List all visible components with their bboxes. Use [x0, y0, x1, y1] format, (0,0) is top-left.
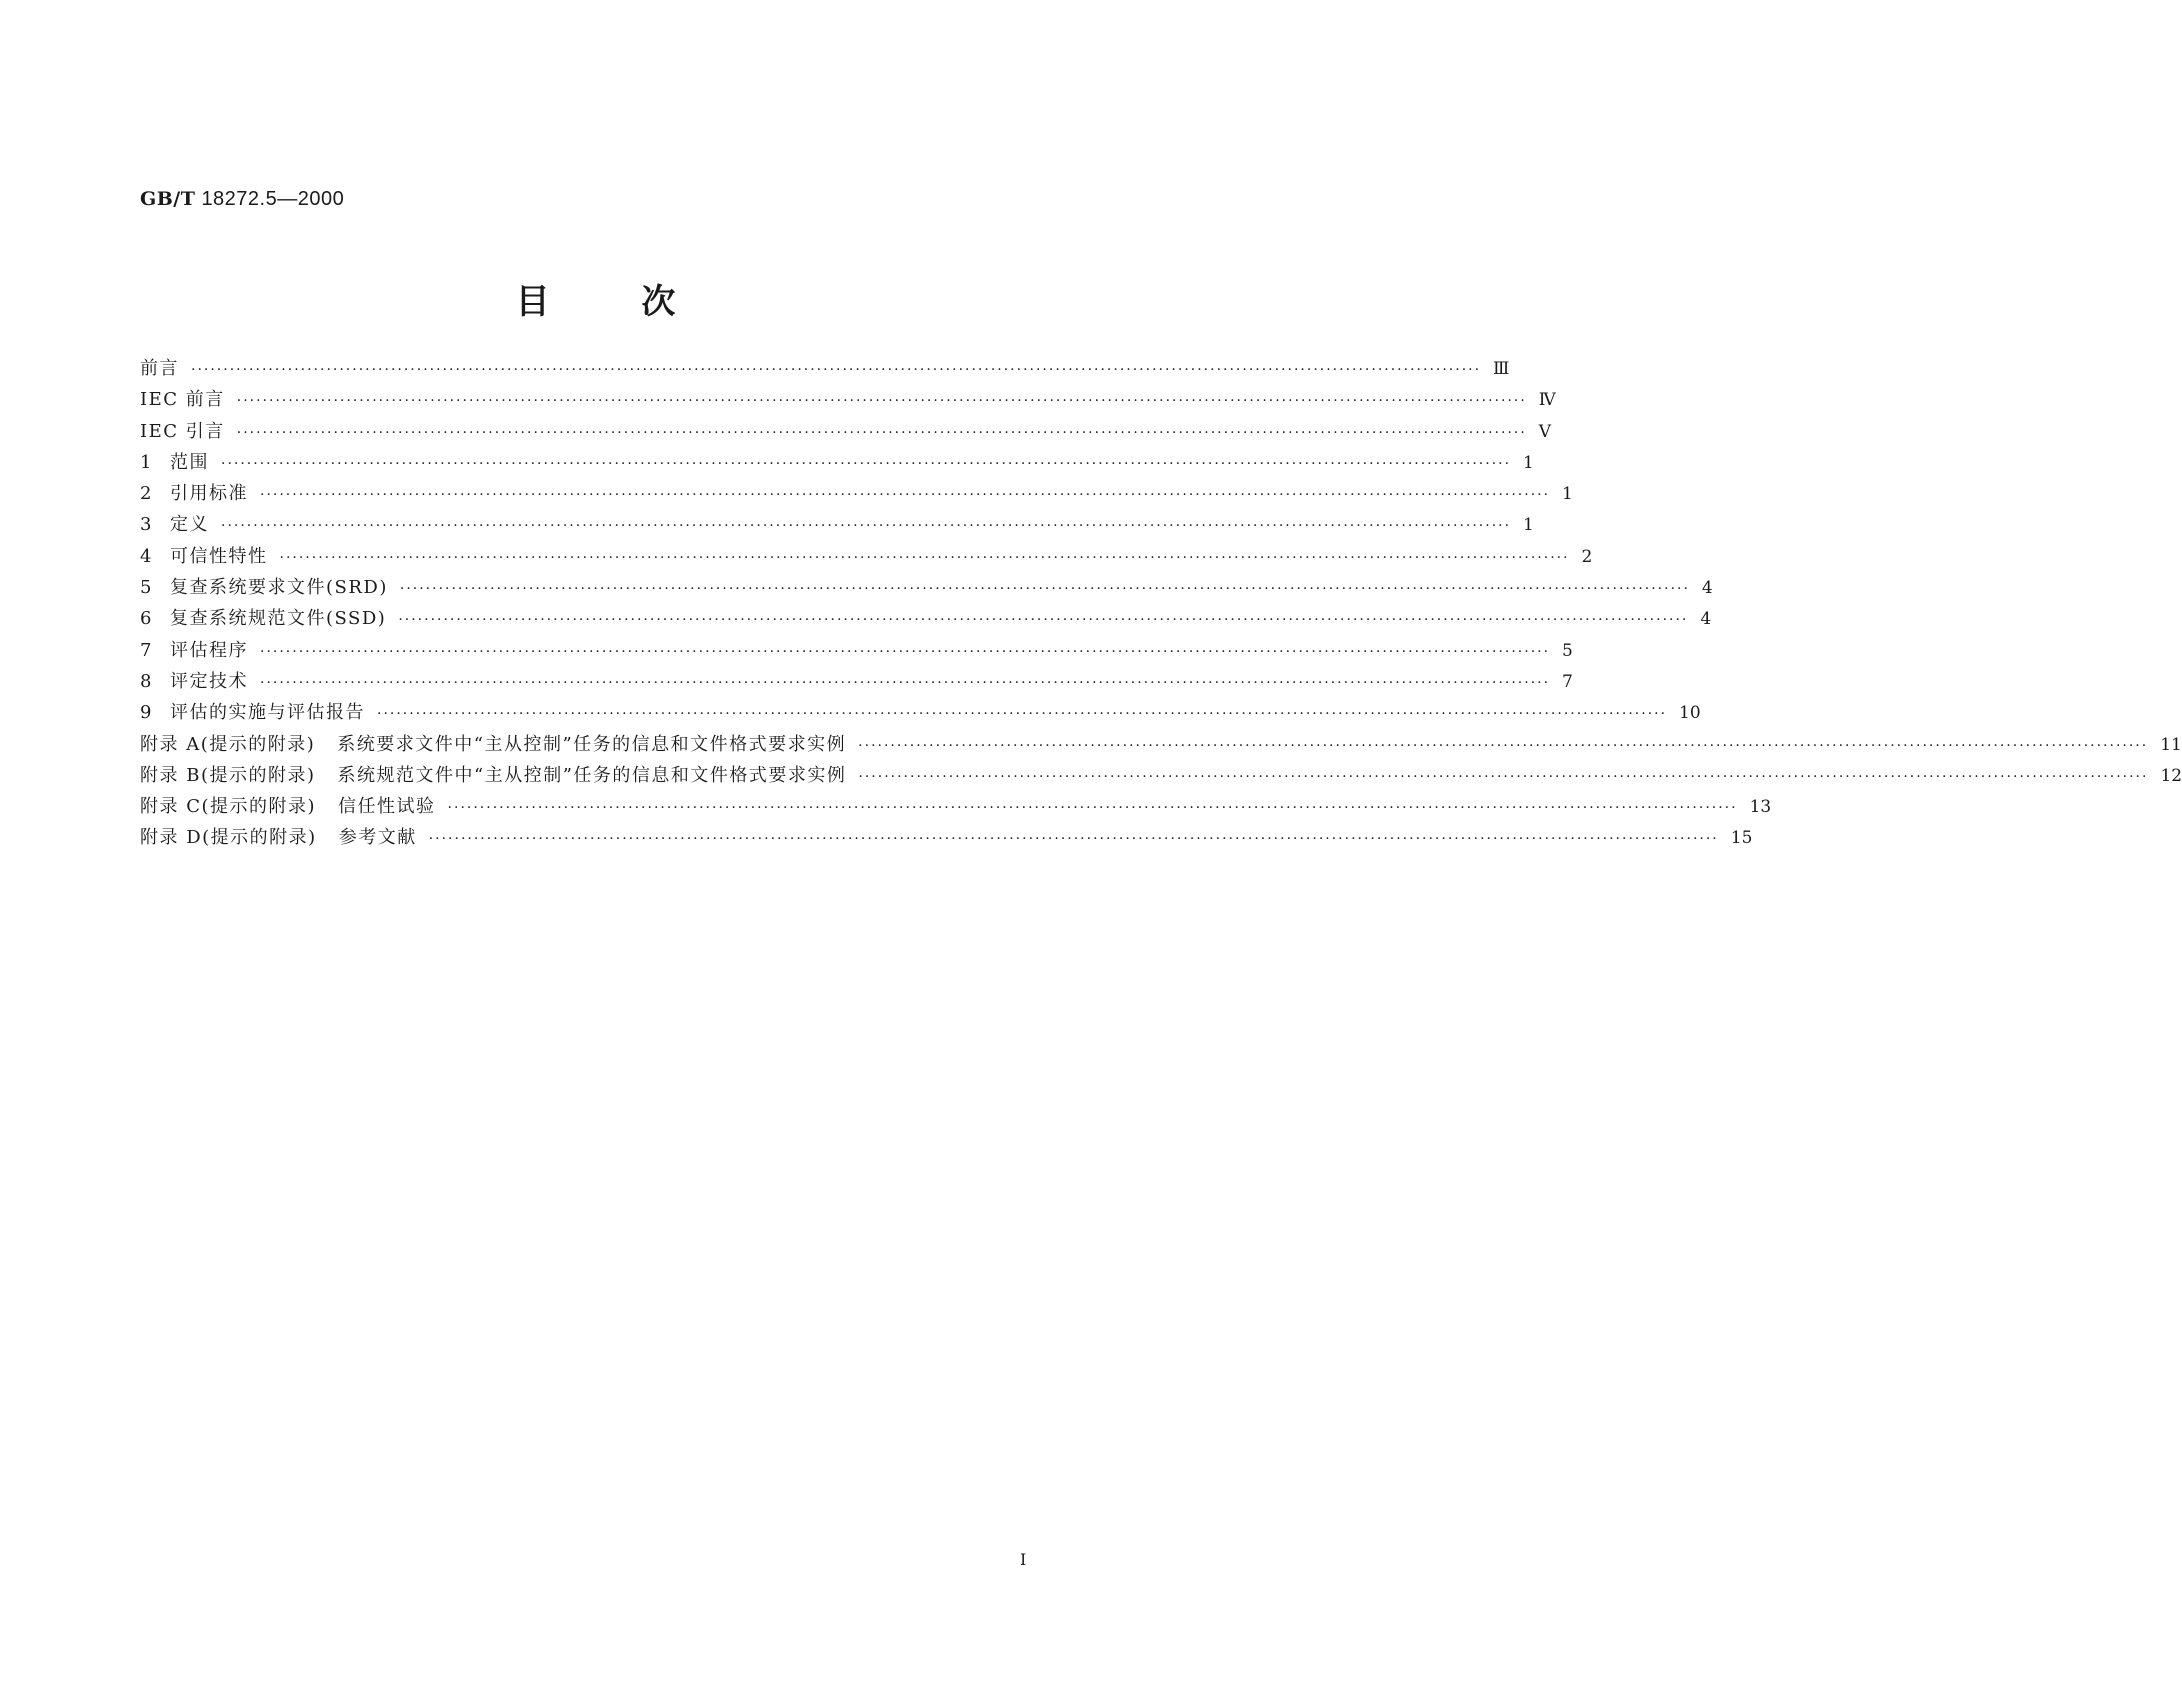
page-number: Ⅰ — [1020, 1550, 1027, 1569]
toc-entry[interactable] — [140, 573, 1713, 604]
toc-entry[interactable] — [140, 542, 1593, 573]
toc-entry[interactable] — [140, 479, 1573, 510]
toc-entry-number: 7 — [140, 639, 152, 661]
toc-entry[interactable] — [140, 792, 1772, 823]
toc-entry[interactable] — [140, 730, 2182, 761]
toc-entry-number: 2 — [140, 483, 152, 505]
toc-entry[interactable] — [140, 761, 2182, 792]
toc-entry-number: 3 — [140, 514, 152, 536]
toc-entry-label: 复查系统规范文件(SSD) — [170, 608, 387, 630]
toc-page-number: 4 — [1701, 578, 1713, 599]
toc-entry-subtitle: 信任性试验 — [338, 796, 436, 818]
toc-entry-label: 范围 — [170, 451, 209, 473]
toc-entry-label: 复查系统要求文件(SRD) — [170, 577, 388, 599]
standard-number: 18272.5—2000 — [201, 188, 345, 210]
toc-dot-leader: ········································································································································································································ — [398, 612, 1689, 629]
toc-entry-label: 附录 B(提示的附录) — [140, 764, 316, 786]
toc-entry-label: 附录 C(提示的附录) — [140, 796, 317, 818]
toc-entry[interactable] — [140, 667, 1573, 698]
toc-page-number: Ⅲ — [1493, 359, 1510, 379]
toc-entry-number: 1 — [140, 451, 152, 473]
toc-page-number: 1 — [1523, 452, 1534, 473]
toc-entry-number: 4 — [140, 545, 152, 567]
toc-page-number: 4 — [1700, 609, 1712, 630]
toc-dot-leader: ········································································································································································································ — [260, 643, 1551, 660]
toc-page-number: 7 — [1562, 671, 1573, 692]
toc-entry[interactable] — [140, 385, 1556, 416]
toc-dot-leader: ········································································································································································································ — [260, 487, 1551, 504]
toc-entry-subtitle: 系统要求文件中“主从控制”任务的信息和文件格式要求实例 — [337, 733, 847, 755]
toc-entry-number: 8 — [140, 670, 152, 692]
toc-dot-leader: ········································································································································································································ — [447, 800, 1738, 817]
toc-entry[interactable] — [140, 636, 1573, 667]
toc-entry-label: 评估的实施与评估报告 — [170, 702, 365, 724]
standard-code — [140, 188, 344, 211]
toc-entry[interactable] — [140, 448, 1534, 479]
toc-entry[interactable] — [140, 510, 1534, 541]
toc-dot-leader: ········································································································································································································ — [428, 831, 1719, 848]
toc-dot-leader: ········································································································································································································ — [858, 768, 2149, 785]
toc-page-number: 10 — [1679, 703, 1701, 724]
toc-page-number: 13 — [1749, 797, 1772, 818]
toc-entry-label: IEC 前言 — [140, 389, 225, 411]
toc-entry-number: 6 — [140, 608, 152, 630]
toc-entry-label: 引用标准 — [170, 483, 248, 505]
toc-entry-number: 9 — [140, 702, 152, 724]
toc-dot-leader: ········································································································································································································ — [399, 581, 1690, 598]
toc-dot-leader: ········································································································································································································ — [236, 424, 1527, 441]
toc-page-number: 5 — [1562, 640, 1573, 661]
toc-entry-label: 附录 A(提示的附录) — [140, 733, 316, 755]
toc-entry-label: 可信性特性 — [170, 545, 268, 567]
toc-entry[interactable] — [140, 354, 1510, 385]
toc-dot-leader: ········································································································································································································ — [221, 518, 1512, 535]
toc-entry[interactable] — [140, 604, 1712, 635]
toc-entry-label: 评定技术 — [170, 670, 248, 692]
toc-entry[interactable] — [140, 417, 1552, 448]
toc-page-number: 1 — [1562, 484, 1573, 505]
toc-entry-subtitle: 参考文献 — [338, 827, 417, 849]
toc-page-number: 15 — [1730, 828, 1753, 849]
toc-entry-label: 前言 — [140, 358, 179, 379]
toc-entry-label: 评估程序 — [170, 639, 248, 661]
toc-entry[interactable] — [140, 823, 1753, 854]
toc-dot-leader: ········································································································································································································ — [858, 737, 2149, 754]
toc-entry[interactable] — [140, 698, 1701, 729]
toc-dot-leader: ········································································································································································································ — [260, 674, 1551, 691]
toc-entry-label: 定义 — [170, 514, 209, 536]
toc-dot-leader: ········································································································································································································ — [377, 706, 1668, 723]
toc-page-number: 2 — [1581, 546, 1593, 567]
toc-dot-leader: ········································································································································································································ — [236, 393, 1527, 410]
toc-dot-leader: ········································································································································································································ — [279, 549, 1570, 566]
toc-dot-leader: ········································································································································································································ — [221, 455, 1512, 472]
standard-prefix: GB/T — [140, 188, 196, 210]
toc-page-number: 11 — [2160, 734, 2182, 755]
toc-entry-label: 附录 D(提示的附录) — [140, 827, 317, 849]
table-of-contents — [140, 354, 2182, 855]
toc-dot-leader: ········································································································································································································ — [191, 362, 1482, 378]
toc-entry-number: 5 — [140, 577, 152, 599]
toc-page-number: Ⅳ — [1538, 390, 1556, 411]
toc-page-number: 12 — [2160, 765, 2182, 786]
toc-page-number: 1 — [1523, 515, 1534, 536]
page-title: 目 次 — [515, 282, 676, 322]
toc-entry-label: IEC 引言 — [140, 420, 225, 442]
toc-page-number: Ⅴ — [1538, 421, 1552, 442]
toc-entry-subtitle: 系统规范文件中“主从控制”任务的信息和文件格式要求实例 — [337, 764, 847, 786]
